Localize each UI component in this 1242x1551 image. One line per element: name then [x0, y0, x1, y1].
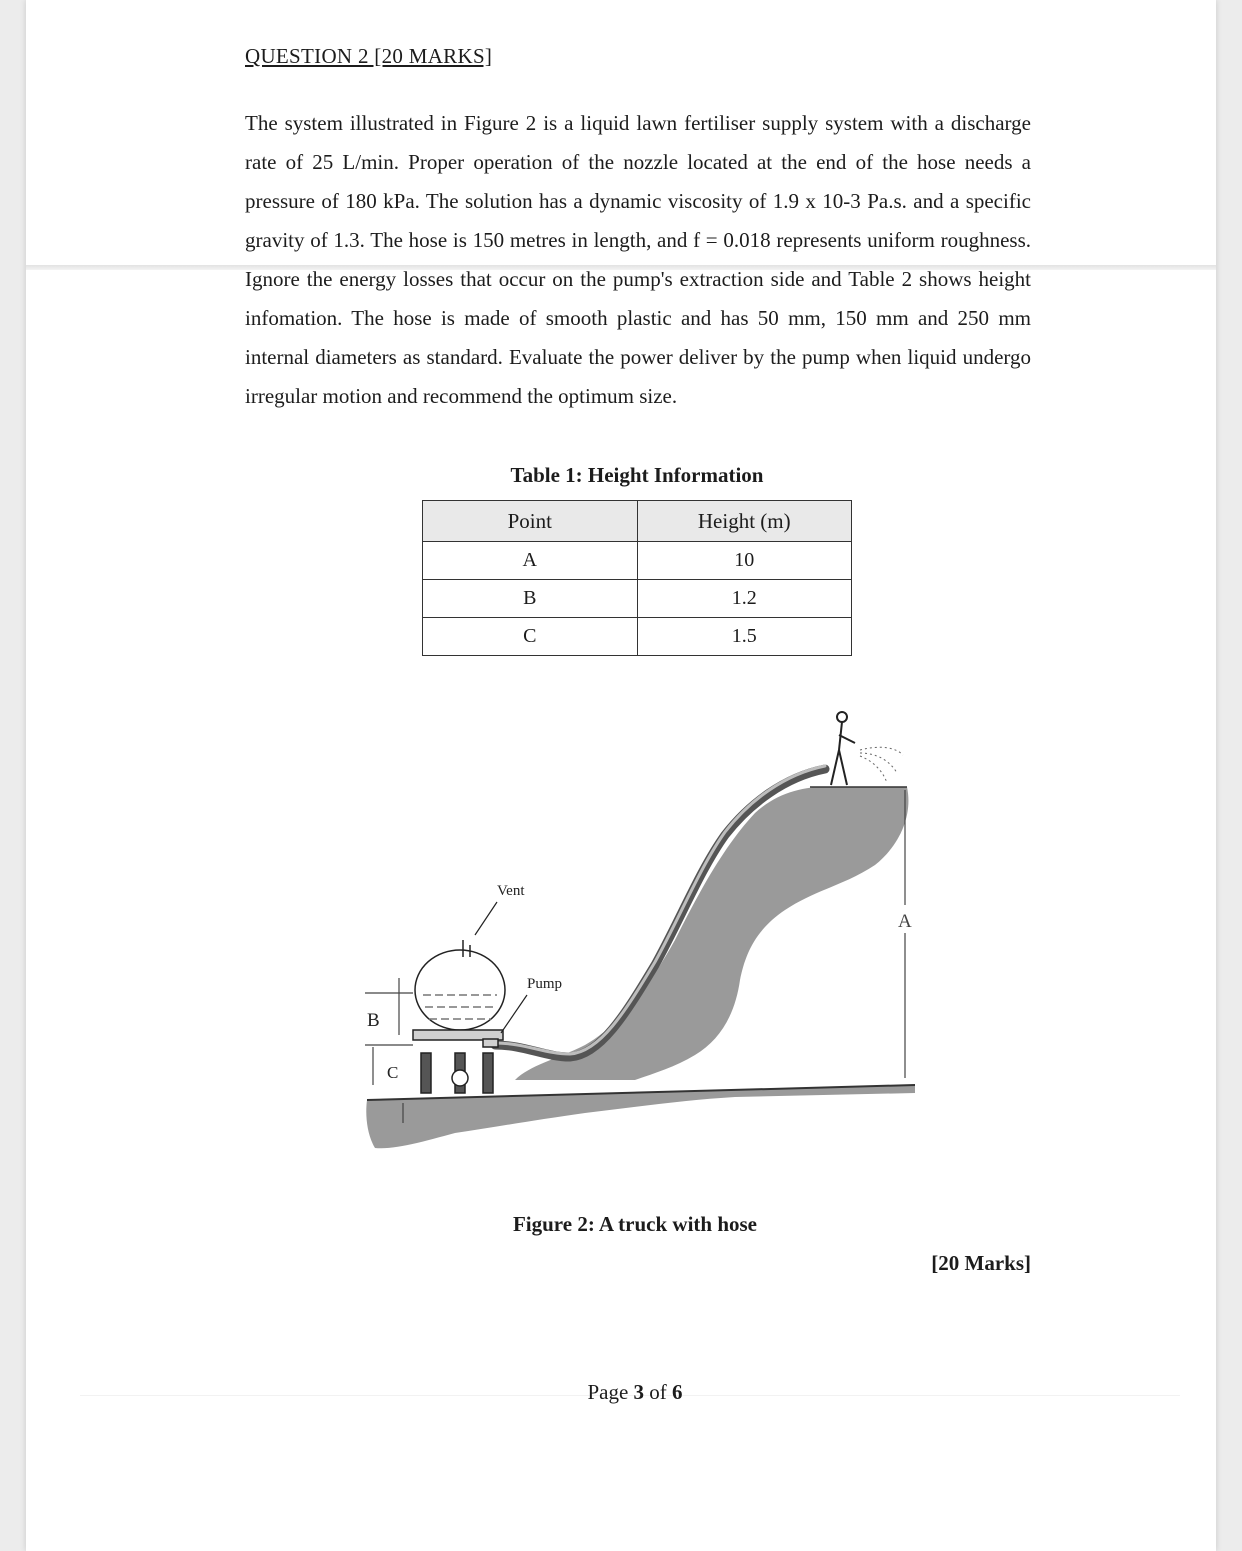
- column-header-point: Point: [423, 501, 638, 542]
- table-row: [423, 618, 852, 656]
- question-heading: QUESTION 2 [20 MARKS]: [245, 44, 493, 68]
- pump-arrow: [501, 995, 527, 1033]
- table-row: [423, 542, 852, 580]
- lower-ground: [366, 1085, 915, 1148]
- dimension-b-label: B: [367, 1010, 380, 1031]
- table-cell-point: C: [423, 618, 638, 656]
- spray-icon: [860, 747, 903, 783]
- table-cell-point: A: [423, 542, 638, 580]
- truck-hose-figure: [355, 695, 935, 1170]
- marks-label: [20 Marks]: [931, 1251, 1031, 1275]
- table-row: [423, 580, 852, 618]
- truck-icon: [413, 940, 505, 1093]
- vent-arrow: [475, 902, 497, 935]
- table-cell-height: 1.5: [637, 618, 852, 656]
- question-body: The system illustrated in Figure 2 is a liquid lawn fertiliser supply system with a discharge rate of 25 L/min. Proper operation of the nozzle located at the end of the hose needs a pressure of 180 kPa. The solution has a dynamic viscosity of 1.9 x 10-3 Pa.s. and a specific gravity of 1.3. The hose is 150 metres in length, and f = 0.018 represents uniform roughness. Ignore the energy losses that occur on the pump's extraction side and Table 2 shows height infomation. The hose is made of smooth plastic and has 50 mm, 150 mm and 250 mm internal diameters as standard. Evaluate the power deliver by the pump when liquid undergo irregular motion and recommend the optimum size.: [245, 111, 1031, 408]
- page-number: [540, 1380, 730, 1405]
- figure-caption: Figure 2: A truck with hose: [512, 1212, 758, 1236]
- table-cell-height: 1.2: [637, 580, 852, 618]
- table-caption: Table 1: Height Information: [510, 463, 764, 487]
- table-cell-point: B: [423, 580, 638, 618]
- column-header-height: Height (m): [637, 501, 852, 542]
- dimension-c-label: C: [387, 1063, 399, 1082]
- page-total: 6: [672, 1380, 683, 1404]
- person-icon: [831, 712, 855, 785]
- page-prefix: Page: [587, 1380, 634, 1404]
- vent-label: Vent: [497, 883, 525, 899]
- dimension-a-label: A: [898, 911, 912, 932]
- height-table: [422, 500, 852, 656]
- table-header-row: [423, 501, 852, 542]
- page-of: of: [644, 1380, 673, 1404]
- table-cell-height: 10: [637, 542, 852, 580]
- pump-label: Pump: [527, 976, 563, 992]
- hill-ground: [515, 787, 908, 1080]
- page-current: 3: [633, 1380, 645, 1404]
